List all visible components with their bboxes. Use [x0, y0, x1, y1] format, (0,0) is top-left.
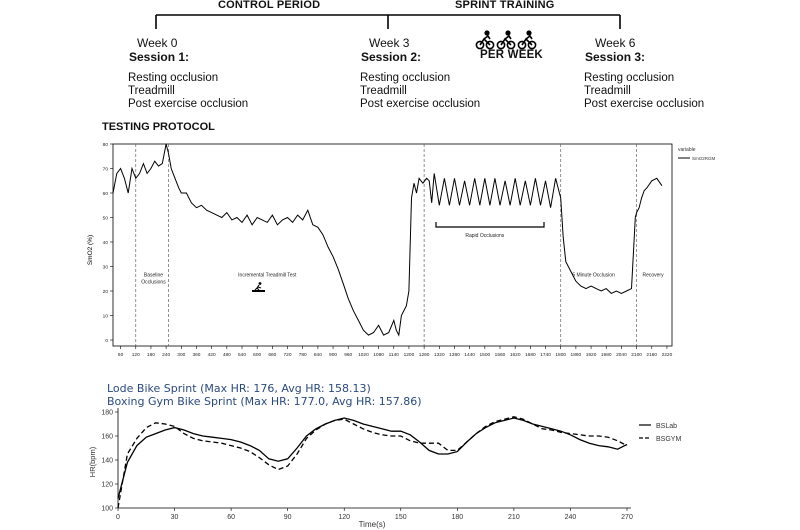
session-item: Resting occlusion: [360, 72, 451, 84]
x-tick-label: 780: [298, 353, 307, 358]
legend-entry-bsgym: BSGYM: [656, 436, 682, 443]
session-label: Session 2:: [361, 50, 422, 64]
x-tick-label: 1320: [433, 353, 445, 358]
x-tick-label: 150: [394, 514, 407, 521]
series-line-bsgym: [118, 417, 627, 508]
x-tick-label: 210: [508, 514, 520, 521]
x-tick-label: 180: [146, 353, 155, 358]
session-item: Post exercise occlusion: [584, 98, 705, 110]
week-label: Week 6: [595, 36, 636, 50]
x-tick-label: 420: [207, 353, 216, 358]
session-item: Treadmill: [360, 85, 407, 97]
y-tick-label: 0: [105, 338, 108, 344]
y-tick-label: 60: [102, 191, 108, 197]
legend-title: variable: [678, 147, 696, 153]
y-axis-label: SmO2 (%): [87, 234, 94, 266]
x-tick-label: 300: [177, 353, 186, 358]
x-tick-label: 1800: [555, 353, 567, 358]
x-tick-label: 1200: [403, 353, 415, 358]
week-label: Week 3: [369, 36, 410, 50]
x-tick-label: 1140: [388, 353, 399, 358]
x-tick-label: 0: [116, 514, 120, 521]
legend-entry-bslab: BSLab: [656, 423, 678, 430]
x-tick-label: 2220: [661, 353, 673, 358]
x-tick-label: 1080: [373, 353, 384, 358]
y-tick-label: 160: [101, 433, 113, 441]
x-tick-label: 270: [621, 514, 633, 521]
hr-chart: [0, 400, 800, 530]
x-tick-label: 1920: [585, 353, 597, 358]
x-tick-label: 1620: [509, 353, 521, 358]
y-tick-label: 30: [102, 265, 108, 271]
session-item: Treadmill: [128, 85, 175, 97]
y-tick-label: 180: [101, 409, 113, 417]
x-tick-label: 240: [162, 353, 171, 358]
x-tick-label: 1860: [570, 353, 582, 358]
y-axis-label: HR(bpm): [88, 446, 97, 478]
x-tick-label: 1260: [418, 353, 430, 358]
boxing-gym-sprint-summary: Boxing Gym Bike Sprint (Max HR: 177.0, Avg HR: 157.86): [107, 395, 422, 408]
x-tick-label: 840: [313, 353, 322, 358]
x-tick-label: 360: [192, 353, 201, 358]
y-tick-label: 10: [102, 314, 108, 320]
rapid-occlusions-bracket: [436, 222, 544, 227]
y-tick-label: 100: [101, 505, 113, 513]
x-tick-label: 60: [117, 353, 124, 358]
x-tick-label: 660: [268, 353, 277, 358]
x-tick-label: 2040: [616, 353, 627, 358]
x-tick-label: 1980: [600, 353, 612, 358]
legend-entry: SmO2RGM: [692, 156, 716, 161]
lode-sprint-summary: Lode Bike Sprint (Max HR: 176, Avg HR: 158.13): [107, 382, 371, 395]
x-tick-label: 720: [283, 353, 292, 358]
x-tick-label: 1740: [540, 353, 551, 358]
session-item: Post exercise occlusion: [360, 98, 481, 110]
y-tick-label: 50: [102, 216, 108, 222]
x-axis-label: Time(s): [358, 520, 386, 529]
x-tick-label: 540: [237, 353, 247, 358]
y-tick-label: 70: [102, 167, 108, 173]
x-tick-label: 600: [253, 353, 262, 358]
per-week-label: PER WEEK: [480, 49, 543, 61]
week-label: Week 0: [137, 36, 178, 50]
control-period-label: CONTROL PERIOD: [218, 0, 321, 11]
x-tick-label: 480: [222, 353, 231, 358]
x-tick-label: 1680: [525, 353, 536, 358]
x-tick-label: 960: [344, 353, 353, 358]
y-tick-label: 140: [101, 457, 113, 465]
x-tick-label: 1440: [464, 353, 475, 358]
x-tick-label: 900: [329, 353, 338, 358]
phase-annotation: Baseline: [143, 272, 164, 279]
phase-annotation: Occlusions: [141, 279, 166, 286]
x-tick-label: 2100: [631, 353, 642, 358]
session-item: Post exercise occlusion: [128, 98, 249, 110]
x-tick-label: 120: [338, 514, 351, 521]
y-tick-label: 80: [102, 142, 108, 148]
plot-frame: [113, 144, 672, 346]
phase-annotation: 5 Minute Occlusion: [572, 272, 615, 279]
phase-annotation: Rapid Occlusions: [465, 233, 505, 240]
x-tick-label: 90: [283, 514, 292, 521]
y-tick-label: 120: [101, 481, 113, 489]
session-item: Resting occlusion: [128, 72, 219, 84]
x-tick-label: 120: [131, 353, 140, 358]
session-item: Resting occlusion: [584, 72, 675, 84]
x-tick-label: 180: [451, 514, 464, 521]
x-tick-label: 240: [564, 514, 577, 521]
session-label: Session 1:: [129, 50, 190, 64]
session-label: Session 3:: [585, 50, 646, 64]
y-tick-label: 20: [102, 289, 108, 295]
y-tick-label: 40: [102, 240, 108, 246]
x-tick-label: 60: [227, 514, 236, 521]
x-tick-label: 2160: [646, 353, 658, 358]
series-line-smo2: [113, 144, 662, 335]
x-tick-label: 1020: [358, 353, 369, 358]
runner-icon: [252, 282, 265, 292]
phase-annotation: Incremental Treadmill Test: [238, 272, 297, 279]
phase-annotation: Recovery: [642, 272, 664, 279]
testing-protocol-title: TESTING PROTOCOL: [102, 121, 215, 133]
x-tick-label: 1380: [449, 353, 460, 358]
sprint-training-label: SPRINT TRAINING: [455, 0, 555, 11]
x-tick-label: 30: [170, 514, 179, 521]
x-tick-label: 1560: [494, 353, 506, 358]
x-tick-label: 1500: [479, 353, 491, 358]
session-item: Treadmill: [584, 85, 631, 97]
